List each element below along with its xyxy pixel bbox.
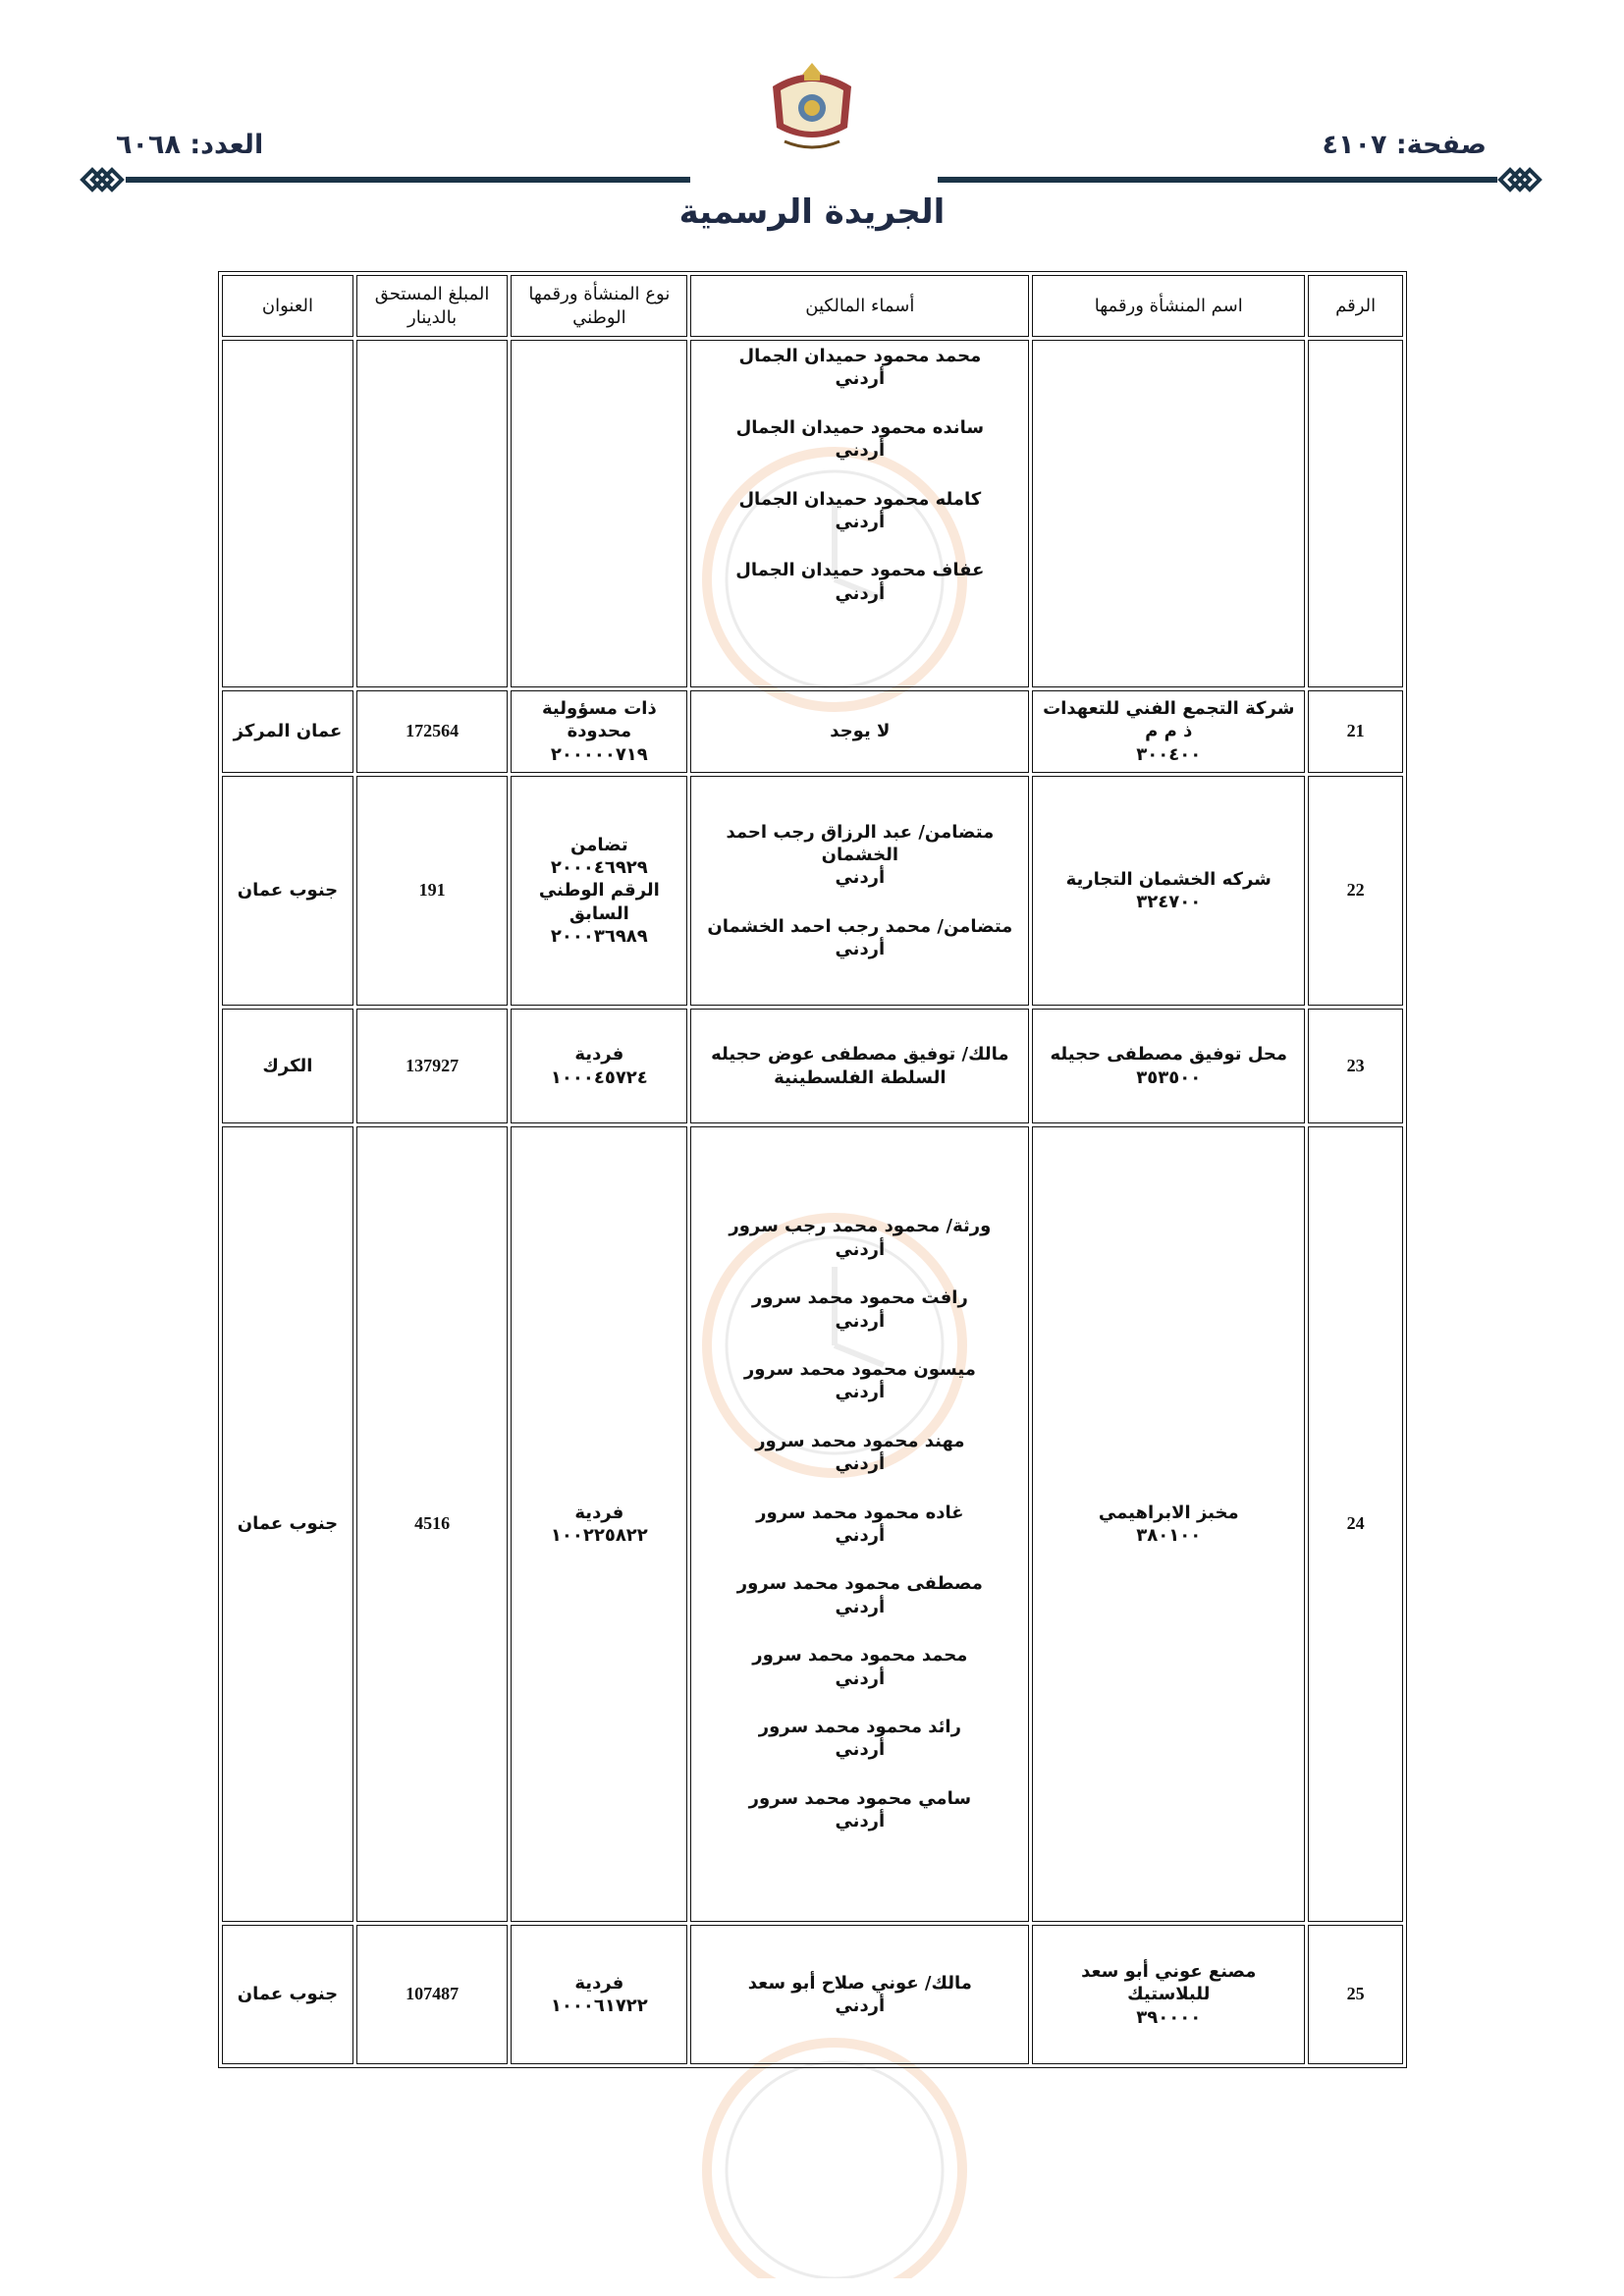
table-row [222, 1126, 1403, 1922]
cell-number: 21 [1308, 690, 1403, 773]
table-row [222, 690, 1403, 773]
cell-address: عمان المركز [222, 690, 353, 773]
cell-type: فردية ١٠٠٠٦١٧٢٢ [511, 1925, 687, 2064]
owner-entry: سامي محمود محمد سرور أردني [748, 1787, 972, 1832]
establishments-table [218, 271, 1407, 2068]
page-number: صفحة: ٤١٠٧ [1322, 130, 1487, 160]
cell-name [1032, 340, 1305, 687]
table-row [222, 340, 1403, 687]
owner-entry: عفاف محمود حميدان الجمال أردني [735, 560, 985, 604]
owner-entry: محمد محمود حميدان الجمال أردني [738, 346, 982, 390]
header-amount: المبلغ المستحق بالدينار [356, 275, 508, 337]
cell-address [222, 340, 353, 687]
cell-address: جنوب عمان [222, 1925, 353, 2064]
cell-number: 25 [1308, 1925, 1403, 2064]
owner-entry: غاده محمود محمد سرور أردني [756, 1502, 964, 1546]
owner-entry: مهند محمود محمد سرور أردني [755, 1430, 965, 1475]
owner-entry: ميسون محمود محمد سرور أردني [743, 1359, 976, 1403]
cell-amount: 172564 [356, 690, 508, 773]
owner-entry: سانده محمود حميدان الجمال أردني [735, 416, 985, 462]
cell-amount: 137927 [356, 1009, 508, 1123]
owner-entry: متضامن/ عبد الرزاق رجب احمد الخشمان أردني [726, 821, 995, 889]
cell-type: تضامن ٢٠٠٠٤٦٩٢٩ الرقم الوطني السابق ٢٠٠٠٣٦٩٨٩ [511, 776, 687, 1006]
cell-number: 23 [1308, 1009, 1403, 1123]
owner-entry: محمد محمود محمد سرور أردني [752, 1645, 968, 1689]
cell-name: شركة التجمع الفني للتعهدات ذ م م ٣٠٠٤٠٠ [1032, 690, 1305, 773]
cell-name: مخبز الابراهيمي ٣٨٠١٠٠ [1032, 1126, 1305, 1922]
owner-entry: رائد محمود محمد سرور أردني [758, 1716, 961, 1761]
cell-name: شركه الخشمان التجارية ٣٢٤٧٠٠ [1032, 776, 1305, 1006]
gazette-title: الجريدة الرسمية [678, 192, 946, 232]
table-header-row [222, 275, 1403, 337]
cell-owners [690, 1126, 1029, 1922]
cell-amount [356, 340, 508, 687]
owner-entry: ورثة/ محمود محمد رجب سرور أردني [729, 1216, 992, 1260]
cell-number: 22 [1308, 776, 1403, 1006]
cell-owners: مالك/ توفيق مصطفى عوض حجيله السلطة الفلسطينية [690, 1009, 1029, 1123]
owner-entry: رافت محمود محمد سرور أردني [751, 1287, 968, 1332]
cell-owners: لا يوجد [690, 690, 1029, 773]
owner-entry: مصطفى محمود محمد سرور أردني [736, 1573, 983, 1617]
jordan-coat-of-arms-emblem [765, 57, 859, 155]
header-rule-left [126, 177, 690, 183]
owner-entry: كامله محمود حميدان الجمال أردني [738, 488, 982, 532]
issue-number: العدد: ٦٠٦٨ [116, 130, 264, 160]
cell-amount: 191 [356, 776, 508, 1006]
header-number: الرقم [1308, 275, 1403, 337]
cell-owners [690, 776, 1029, 1006]
cell-name: محل توفيق مصطفى حجيله ٣٥٣٥٠٠ [1032, 1009, 1305, 1123]
header-owners: أسماء المالكين [690, 275, 1029, 337]
cell-address: الكرك [222, 1009, 353, 1123]
table-row [222, 1925, 1403, 2064]
cell-number: 24 [1308, 1126, 1403, 1922]
cell-type: فردية ١٠٠٠٤٥٧٢٤ [511, 1009, 687, 1123]
cell-address: جنوب عمان [222, 776, 353, 1006]
cell-type [511, 340, 687, 687]
table-row [222, 1009, 1403, 1123]
cell-number [1308, 340, 1403, 687]
cell-type: ذات مسؤولية محدودة ٢٠٠٠٠٠٧١٩ [511, 690, 687, 773]
cell-type: فردية ١٠٠٢٢٥٨٢٢ [511, 1126, 687, 1922]
header-type: نوع المنشأة ورقمها الوطني [511, 275, 687, 337]
cell-owners: مالك/ عوني صلاح أبو سعد أردني [690, 1925, 1029, 2064]
cell-name: مصنع عوني أبو سعد للبلاستيك ٣٩٠٠٠٠ [1032, 1925, 1305, 2064]
ornament-knot-icon [1496, 162, 1543, 197]
cell-address: جنوب عمان [222, 1126, 353, 1922]
header-establishment-name: اسم المنشأة ورقمها [1032, 275, 1305, 337]
cell-owners [690, 340, 1029, 687]
owner-entry: متضامن/ محمد رجب احمد الخشمان أردني [707, 915, 1013, 960]
cell-amount: 107487 [356, 1925, 508, 2064]
cell-amount: 4516 [356, 1126, 508, 1922]
header-rule-right [938, 177, 1497, 183]
ornament-knot-icon [79, 162, 126, 197]
table-row [222, 776, 1403, 1006]
header-address: العنوان [222, 275, 353, 337]
